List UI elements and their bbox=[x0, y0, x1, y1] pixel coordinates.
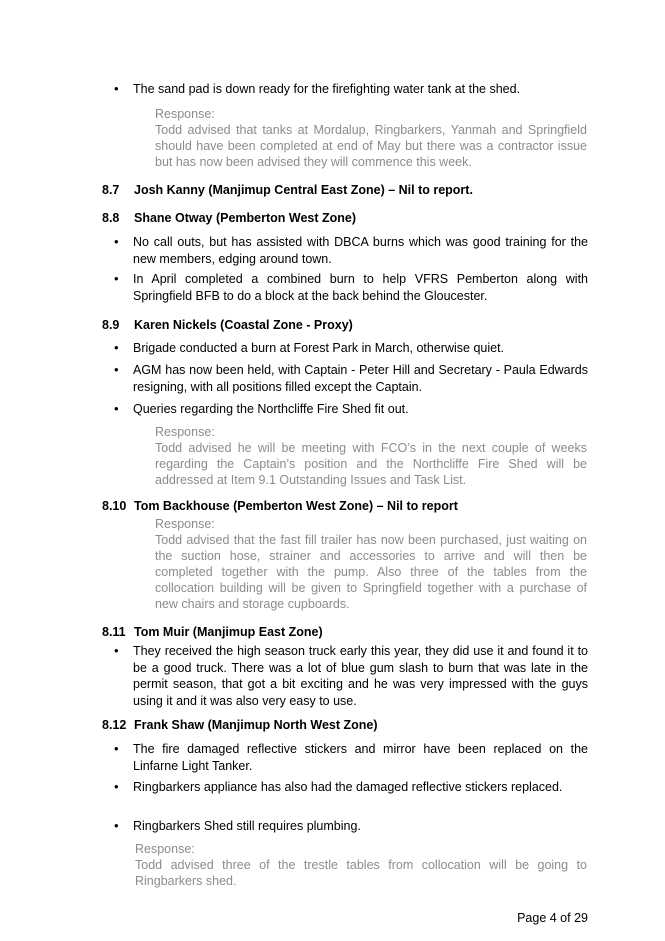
response-text: Todd advised he will be meeting with FCO’s in the next couple of weeks regarding the Captain’s position and the Northcliffe Fire Shed will be addressed at Item 9.1 Outstanding Issues and Task List. bbox=[155, 441, 587, 487]
response-label: Response: bbox=[155, 425, 215, 439]
section-number: 8.12 bbox=[102, 718, 127, 732]
section-heading bbox=[102, 317, 353, 333]
response-label: Response: bbox=[155, 517, 215, 531]
list-item: • No call outs, but has assisted with DBCA burns which was good training for the new members, edging around town. bbox=[133, 234, 588, 267]
list-item: • The fire damaged reflective stickers and mirror have been replaced on the Linfarne Light Tanker. bbox=[133, 741, 588, 774]
list-item: • Ringbarkers Shed still requires plumbing. bbox=[133, 818, 588, 835]
response-text: Todd advised three of the trestle tables from collocation will be going to Ringbarkers shed. bbox=[135, 858, 587, 888]
response-block bbox=[155, 516, 587, 612]
section-title: Tom Muir (Manjimup East Zone) bbox=[134, 625, 323, 639]
section-heading bbox=[102, 210, 356, 226]
list-item: • Queries regarding the Northcliffe Fire Shed fit out. bbox=[133, 401, 588, 418]
section-number: 8.8 bbox=[102, 211, 120, 225]
section-title: Frank Shaw (Manjimup North West Zone) bbox=[134, 718, 378, 732]
response-label: Response: bbox=[135, 842, 195, 856]
section-heading bbox=[102, 182, 473, 198]
response-block bbox=[155, 424, 587, 488]
section-number: 8.11 bbox=[102, 625, 126, 639]
section-heading bbox=[102, 498, 458, 514]
list-item: • The sand pad is down ready for the firefighting water tank at the shed. bbox=[133, 81, 588, 98]
section-title: Karen Nickels (Coastal Zone - Proxy) bbox=[134, 318, 353, 332]
response-text: Todd advised that tanks at Mordalup, Ringbarkers, Yanmah and Springfield should have been completed at end of May but there was a contractor issue but has now been advised they will commence this week. bbox=[155, 123, 587, 169]
section-heading bbox=[102, 717, 378, 733]
section-title: Tom Backhouse (Pemberton West Zone) – Nil to report bbox=[134, 499, 458, 513]
response-text: Todd advised that the fast fill trailer has now been purchased, just waiting on the suction hose, strainer and accessories to arrive and will then be completed together with the pump. Also three of the tables from the collocation building will be given to Springfield together with a purchase of new chairs and storage cupboards. bbox=[155, 533, 587, 611]
list-item: • In April completed a combined burn to help VFRS Pemberton along with Springfield BFB to do a block at the back behind the Gloucester. bbox=[133, 271, 588, 304]
list-item: • Brigade conducted a burn at Forest Park in March, otherwise quiet. bbox=[133, 340, 588, 357]
section-heading bbox=[102, 624, 323, 640]
response-block bbox=[155, 106, 587, 170]
response-block bbox=[135, 841, 587, 889]
section-title: Josh Kanny (Manjimup Central East Zone) – Nil to report. bbox=[134, 183, 473, 197]
section-number: 8.10 bbox=[102, 499, 127, 513]
list-item: • They received the high season truck early this year, they did use it and found it to be a good truck. There was a lot of blue gum slash to burn that was late in the permit season, that got a bit exciting and he was very impressed with the guys using it and it was also very easy to use. bbox=[133, 643, 588, 709]
section-number: 8.7 bbox=[102, 183, 120, 197]
section-title: Shane Otway (Pemberton West Zone) bbox=[134, 211, 357, 225]
list-item: • Ringbarkers appliance has also had the damaged reflective stickers replaced. bbox=[133, 779, 588, 796]
list-item: • AGM has now been held, with Captain - Peter Hill and Secretary - Paula Edwards resigning, with all positions filled except the Captain. bbox=[133, 362, 588, 395]
section-number: 8.9 bbox=[102, 318, 120, 332]
response-label: Response: bbox=[155, 107, 215, 121]
page-number: Page 4 of 29 bbox=[517, 911, 588, 925]
